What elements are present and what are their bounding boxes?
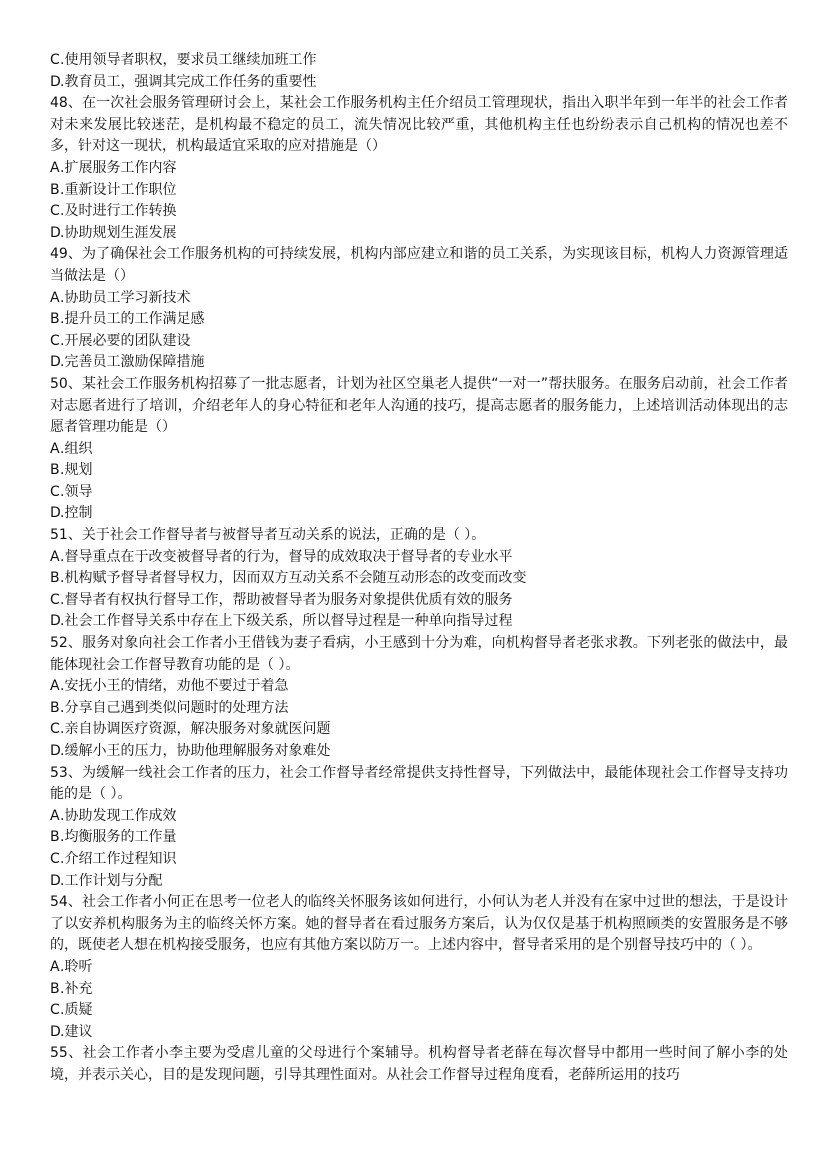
option-49-c: C.开展必要的团队建设 (50, 332, 191, 349)
option-49-b: B.提升员工的工作满足感 (50, 311, 205, 328)
option-53-a: A.协助发现工作成效 (50, 807, 177, 824)
document-page (50, 50, 788, 1087)
question-50: 50、某社会工作服务机构招募了一批志愿者，计划为社区空巢老人提供“一对一”帮扶服务。在服务启动前，社会工作者对志愿者进行了培训，介绍老年人的身心特征和老年人沟通的技巧，提高志愿者的服务能力，上述培训活动体现出的志愿者管理功能是（） (50, 375, 788, 436)
option-52-b: B.分享自己遇到类似问题时的处理方法 (50, 699, 289, 716)
option-49-a: A.协助员工学习新技术 (50, 289, 191, 306)
option-51-d: D.社会工作督导关系中存在上下级关系，所以督导过程是一种单向指导过程 (50, 613, 513, 630)
option-50-b: B.规划 (50, 462, 93, 479)
option-53-b: B.均衡服务的工作量 (50, 829, 177, 846)
option-48-c: C.及时进行工作转换 (50, 203, 177, 220)
option-48-b: B.重新设计工作职位 (50, 181, 177, 198)
question-51: 51、关于社会工作督导者与被督导者互动关系的说法，正确的是（ ）。 (50, 527, 486, 544)
option-49-d: D.完善员工激励保障措施 (50, 354, 205, 371)
option-52-a: A.安抚小王的情绪，劝他不要过于着急 (50, 678, 289, 695)
option-50-d: D.控制 (50, 505, 93, 522)
option-47-d: D.教育员工，强调其完成工作任务的重要性 (50, 73, 317, 90)
option-54-a: A.聆听 (50, 958, 93, 975)
option-52-d: D.缓解小王的压力，协助他理解服务对象难处 (50, 743, 331, 759)
question-49: 49、为了确保社会工作服务机构的可持续发展，机构内部应建立和谐的员工关系，为实现该目标，机构人力资源管理适当做法是（） (50, 246, 788, 284)
question-52: 52、服务对象向社会工作者小王借钱为妻子看病，小王感到十分为难，向机构督导者老张求教。下列老张的做法中，最能体现社会工作督导教育功能的是（ ）。 (50, 635, 788, 673)
option-51-a: A.督导重点在于改变被督导者的行为，督导的成效取决于督导者的专业水平 (50, 548, 513, 565)
question-54: 54、社会工作者小何正在思考一位老人的临终关怀服务该如何进行，小何认为老人并没有在家中过世的想法，于是设计了以安养机构服务为主的临终关怀方案。她的督导者在看过服务方案后，认为仅仅是基于机构照顾类的安置服务是不够的，既使老人想在机构接受服务，也应有其他方案以防万一。上述内容中，督导者采用的是个别督导技巧中的（ ）。 (50, 894, 788, 954)
option-48-a: A.扩展服务工作内容 (50, 159, 177, 176)
option-53-d: D.工作计划与分配 (50, 872, 163, 889)
option-51-c: C.督导者有权执行督导工作，帮助被督导者为服务对象提供优质有效的服务 (50, 591, 513, 608)
option-47-c: C.使用领导者职权，要求员工继续加班工作 (50, 52, 317, 68)
option-53-c: C.介绍工作过程知识 (50, 850, 177, 867)
question-53: 53、为缓解一线社会工作者的压力，社会工作督导者经常提供支持性督导，下列做法中，最能体现社会工作督导支持功能的是（ ）。 (50, 764, 788, 803)
option-48-d: D.协助规划生涯发展 (50, 224, 177, 241)
question-55: 55、社会工作者小李主要为受虐儿童的父母进行个案辅导。机构督导者老薛在每次督导中都用一些时间了解小李的处境，并表示关心，目的是发现问题，引导其理性面对。从社会工作督导过程角度看，老薛所运用的技巧 (50, 1045, 788, 1083)
option-50-a: A.组织 (50, 440, 93, 457)
option-51-b: B.机构赋予督导者督导权力，因而双方互动关系不会随互动形态的改变而改变 (50, 570, 527, 587)
option-54-c: C.质疑 (50, 1002, 93, 1019)
option-50-c: C.领导 (50, 483, 93, 500)
option-52-c: C.亲自协调医疗资源，解决服务对象就医问题 (50, 721, 331, 738)
option-54-d: D.建议 (50, 1023, 93, 1040)
option-54-b: B.补充 (50, 980, 93, 997)
question-48: 48、在一次社会服务管理研讨会上，某社会工作服务机构主任介绍员工管理现状，指出入职半年到一年半的社会工作者对未来发展比较迷茫，是机构最不稳定的员工，流失情况比较严重，其他机构主任也纷纷表示自己机构的情况也差不多，针对这一现状，机构最适宜采取的应对措施是（） (50, 95, 788, 155)
